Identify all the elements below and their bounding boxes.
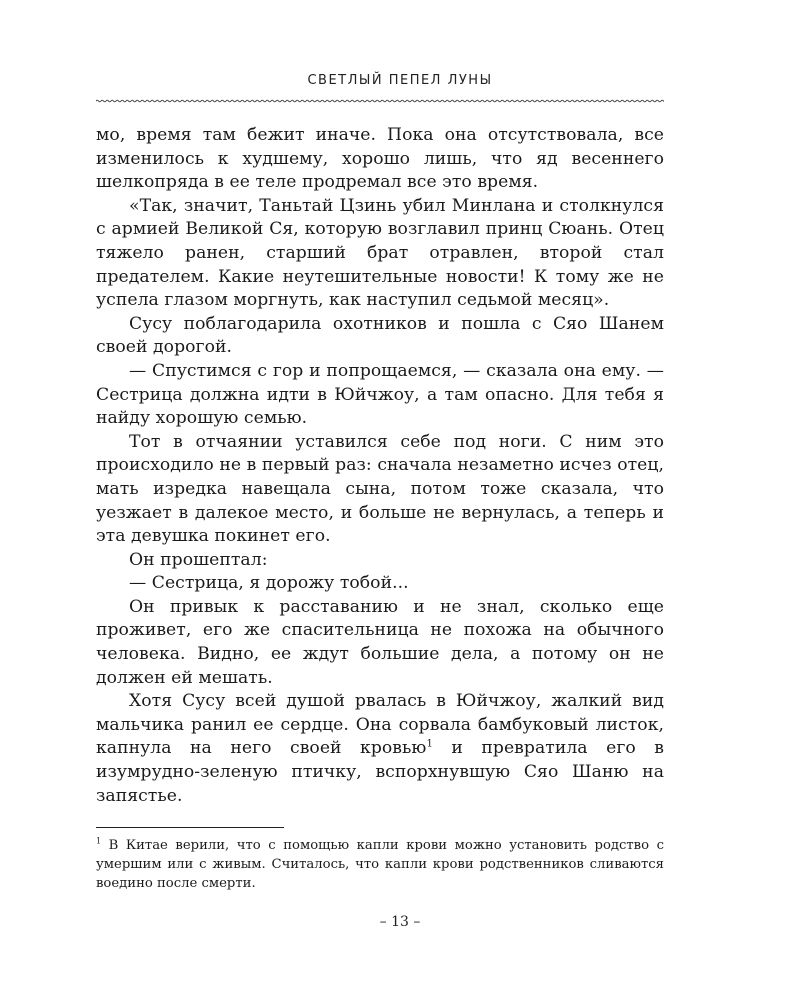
paragraph: Сусу поблагодарила охотников и пошла с Сяо Шанем своей дорогой. <box>96 313 664 358</box>
footnote-reference[interactable]: 1 <box>426 738 433 750</box>
footnote-text: В Китае верили, что с помощью капли крови можно установить родство с умершим или с живым. Считалось, что капли крови родственников сливаются воедино после смерти. <box>96 838 664 891</box>
paragraph-with-footnote <box>96 690 664 808</box>
footnote <box>96 836 664 893</box>
paragraph: мо, время там бежит иначе. Пока она отсутствовала, все изменилось к худшему, хорошо лишь, что яд весеннего шелкопряда в ее теле продремал все это время. <box>96 125 664 193</box>
footnote-separator <box>96 827 284 828</box>
running-title: СВЕТЛЫЙ ПЕПЕЛ ЛУНЫ <box>307 73 493 88</box>
paragraph: — Спустимся с гор и попрощаемся, — сказала она ему. — Сестрица должна идти в Юйчжоу, а там опасно. Для тебя я найду хорошую семью. <box>96 360 664 429</box>
paragraph: Тот в отчаянии уставился себе под ноги. С ним это происходило не в первый раз: сначала незаметно исчез отец, мать изредка навещала сына, потом тоже сказала, что уезжает в далекое место, и больше не вернулась, а теперь и эта девушка покинет его. <box>96 431 664 547</box>
paragraph-part: и превратила его в изумрудно-зеленую птичку, вспорхнувшую Сяо Шаню на запястье. <box>96 738 664 806</box>
paragraph: «Так, значит, Таньтай Цзинь убил Минлана и столкнулся с армией Великой Ся, которую возглавил принц Сюань. Отец тяжело ранен, старший брат отравлен, второй стал предателем. Какие неутешительные новости! К тому же не успела глазом моргнуть, как наступил седьмой месяц». <box>96 195 664 311</box>
paragraph-part: Хотя Сусу всей душой рвалась в Юйчжоу, жалкий вид мальчика ранил ее сердце. Она сорвала бамбуковый листок, капнула на него своей кровью <box>96 691 664 759</box>
paragraph: Он привык к расставанию и не знал, сколько еще проживет, его же спасительница не похожа на обычного человека. Видно, ее ждут большие дела, а потому он не должен ей мешать. <box>96 596 664 688</box>
wavy-rule-divider <box>96 96 664 106</box>
footnote-marker: 1 <box>96 836 102 846</box>
paragraph: Он прошептал: <box>129 549 268 570</box>
page-number: – 13 – <box>379 914 421 930</box>
main-text <box>96 124 664 808</box>
paragraph: — Сестрица, я дорожу тобой... <box>129 573 409 594</box>
